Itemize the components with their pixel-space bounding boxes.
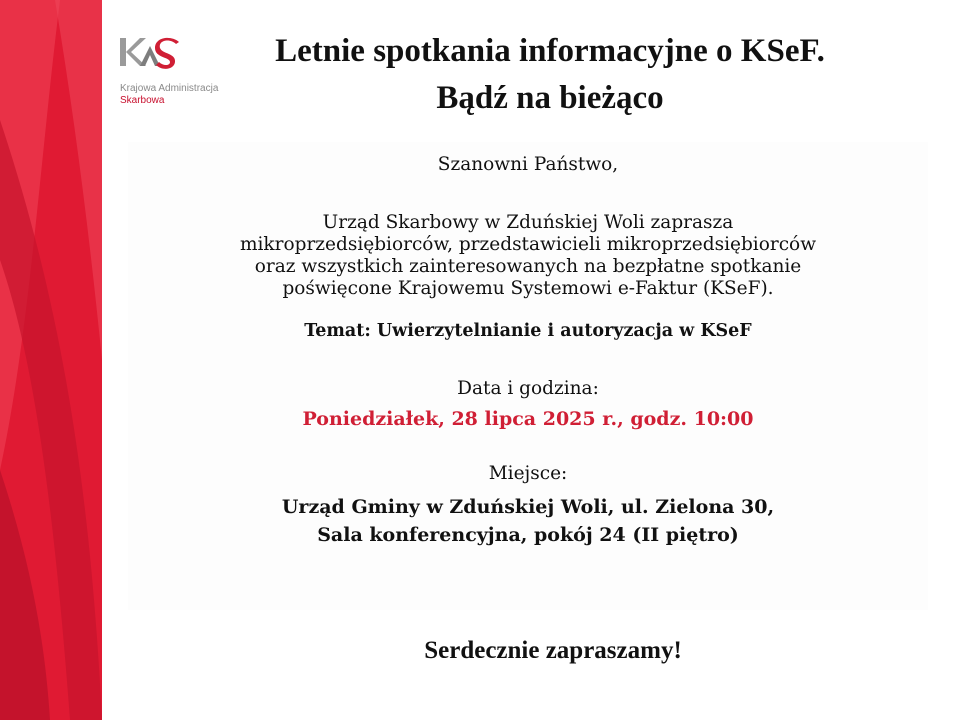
logo-text-line1: Krajowa Administracja: [120, 83, 219, 94]
intro-line: mikroprzedsiębiorców, przedstawicieli mikroprzedsiębiorców: [239, 234, 817, 255]
date-label: Data i godzina:: [457, 378, 599, 399]
page-title: [190, 28, 910, 122]
greeting: Szanowni Państwo,: [437, 154, 619, 175]
meeting-topic: Temat: Uwierzytelnianie i autoryzacja w KSeF: [304, 321, 752, 341]
logo-text-line2: Skarbowa: [120, 95, 165, 106]
place-value: [128, 493, 928, 549]
title-line1: Letnie spotkania informacyjne o KSeF.: [275, 33, 825, 69]
title-line2: Bądź na bieżąco: [436, 80, 664, 116]
place-line1: Urząd Gminy w Zduńskiej Woli, ul. Zielona 30,: [281, 496, 775, 518]
date-value: Poniedziałek, 28 lipca 2025 r., godz. 10:00: [302, 408, 754, 430]
intro-paragraph: [128, 212, 928, 300]
intro-line: poświęcone Krajowemu Systemowi e-Faktur (KSeF).: [282, 278, 774, 299]
intro-line: oraz wszystkich zainteresowanych na bezpłatne spotkanie: [254, 256, 802, 277]
decorative-red-band: [0, 0, 102, 720]
place-line2: Sala konferencyjna, pokój 24 (II piętro): [317, 524, 739, 546]
intro-line: Urząd Skarbowy w Zduńskiej Woli zaprasza: [322, 212, 734, 233]
kas-logo-mark-icon: [118, 34, 180, 80]
closing-text: Serdecznie zapraszamy!: [424, 637, 682, 664]
place-label: Miejsce:: [488, 463, 568, 484]
